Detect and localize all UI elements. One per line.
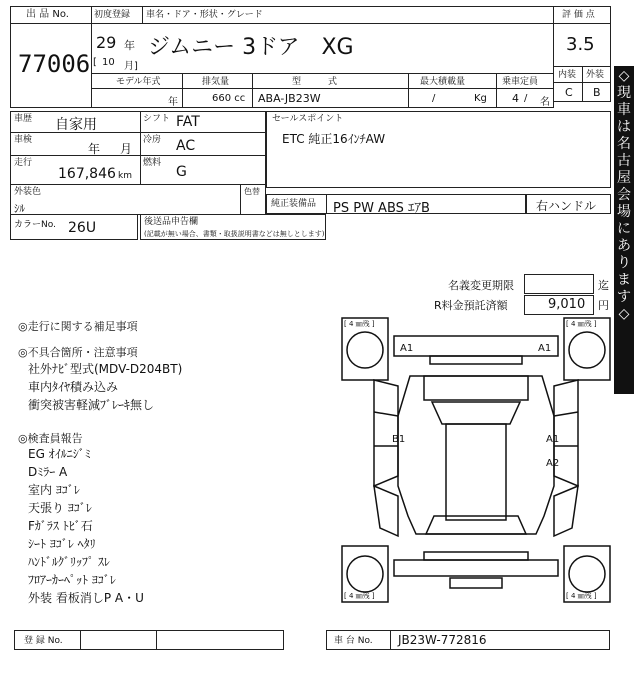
banner-char: 車 xyxy=(617,102,631,118)
divider xyxy=(182,73,183,108)
name-change-suffix: 迄 xyxy=(598,279,609,292)
name-change-box xyxy=(524,274,594,294)
inspector-item: ｼｰﾄ ﾖｺﾞﾚ ﾍﾀﾘ xyxy=(28,537,96,551)
divider xyxy=(156,630,157,650)
max-load-label: 最大積載量 xyxy=(420,77,466,87)
fuel-value: G xyxy=(176,164,187,180)
capacity-value: 4 xyxy=(512,92,519,105)
tire-rl-label: [ 4 ㎜残 ] xyxy=(344,592,375,600)
inspector-list xyxy=(28,445,144,607)
inspector-item: Fｶﾞﾗｽ ﾄﾋﾞ石 xyxy=(28,519,93,533)
genuine-value: PS PW ABS ｴｱB xyxy=(333,201,430,216)
banner-char: ま xyxy=(617,272,631,288)
defect-item: 車内ﾀｲﾔ積み込み xyxy=(28,380,119,394)
divider xyxy=(408,73,409,108)
divider xyxy=(496,73,497,108)
max-load-unit: Kg xyxy=(474,93,487,104)
inspection-label: 車検 xyxy=(14,135,33,145)
mileage-value: 167,846 xyxy=(58,166,116,182)
location-banner xyxy=(614,66,634,394)
displacement-label: 排気量 xyxy=(202,77,230,87)
model-code: ABA-JB23W xyxy=(258,92,321,105)
inspector-title: ◎検査員報告 xyxy=(18,432,83,445)
capacity-label: 乗車定員 xyxy=(502,77,539,87)
color-no-label: カラーNo. xyxy=(14,220,56,230)
chassis-value: JB23W-772816 xyxy=(398,633,487,647)
capacity-slash: / xyxy=(524,93,528,104)
exterior-grade: B xyxy=(593,86,601,99)
banner-char: ◇ xyxy=(618,68,630,84)
banner-char: 場 xyxy=(617,204,631,220)
post-report-note: (記載が無い場合、書類・取扱説明書などは無しとします) xyxy=(144,230,325,238)
car-name: ジムニー 3ドア XG xyxy=(148,35,354,60)
defects-list xyxy=(28,360,182,414)
recycle-label: R料金預託済額 xyxy=(434,299,508,312)
inspector-item: ﾌﾛｱｰｶｰﾍﾟｯﾄ ﾖｺﾞﾚ xyxy=(28,573,116,587)
score-value: 3.5 xyxy=(566,34,595,55)
post-report-label: 後送品申告欄 xyxy=(144,217,199,227)
shift-value: FAT xyxy=(176,114,200,130)
score-label: 評 価 点 xyxy=(562,10,595,20)
inspector-item: 室内 ﾖｺﾞﾚ xyxy=(28,483,80,497)
first-reg-label: 初度登録 xyxy=(94,10,131,20)
divider xyxy=(91,88,554,89)
tire-fr-label: [ 4 ㎜残 ] xyxy=(566,320,597,328)
shift-label: シフト xyxy=(143,114,171,124)
history-value: 自家用 xyxy=(55,117,97,133)
chassis-label: 車 台 No. xyxy=(334,636,373,646)
mark-right-mid: A1 xyxy=(546,434,560,445)
divider xyxy=(553,23,611,24)
tire-fl-label: [ 4 ㎜残 ] xyxy=(344,320,375,328)
capacity-unit: 名 xyxy=(540,97,550,108)
mark-left-mid: B1 xyxy=(392,434,406,445)
tire-rr-label: [ 4 ㎜残 ] xyxy=(566,592,597,600)
inspector-item: ﾊﾝﾄﾞﾙｸﾞﾘｯﾌﾟ ｽﾚ xyxy=(28,555,110,569)
driving-notes-title: ◎走行に関する補足事項 xyxy=(18,320,138,333)
banner-char: り xyxy=(617,255,631,271)
displacement: 660 cc xyxy=(212,93,246,104)
model-year-unit: 年 xyxy=(168,97,178,108)
month-unit: 月] xyxy=(124,61,138,72)
defect-item: 社外ﾅﾋﾞ型式(MDV-D204BT) xyxy=(28,362,183,376)
divider xyxy=(252,73,253,108)
color-change-label: 色替 xyxy=(244,187,260,196)
ext-color-value: ｼﾙ xyxy=(14,202,25,215)
lot-number: 77006 xyxy=(18,50,91,78)
car-name-label: 車名・ドア・形状・グレード xyxy=(146,10,263,20)
divider xyxy=(390,630,391,650)
sales-point-value: ETC 純正16ｲﾝﾁAW xyxy=(282,132,386,146)
inspection-month-unit: 月 xyxy=(120,142,133,156)
reg-label: 登 録 No. xyxy=(24,636,63,646)
divider xyxy=(10,184,266,185)
ext-color-label: 外装色 xyxy=(14,187,42,197)
banner-char: に xyxy=(617,221,631,237)
inspector-item: 外装 看板消しP A・U xyxy=(28,591,144,605)
divider xyxy=(91,23,554,24)
lot-label: 出 品 No. xyxy=(26,9,69,20)
month-open: [ xyxy=(93,57,97,68)
banner-char: 現 xyxy=(617,85,631,101)
handle-value: 右ハンドル xyxy=(536,199,597,213)
mark-right-low: A2 xyxy=(546,458,560,469)
banner-char: あ xyxy=(617,238,631,254)
interior-grade: C xyxy=(565,86,573,99)
inspection-year-unit: 年 xyxy=(88,142,101,156)
mileage-label: 走行 xyxy=(14,158,33,168)
mark-front-right: A1 xyxy=(538,343,552,354)
interior-label: 内装 xyxy=(558,70,577,80)
divider xyxy=(10,23,92,24)
banner-char: 屋 xyxy=(617,170,631,186)
max-load-slash: / xyxy=(432,93,436,104)
inspector-item: Dﾐﾗｰ A xyxy=(28,465,68,479)
ac-label: 冷房 xyxy=(143,135,162,145)
divider xyxy=(582,66,583,102)
banner-char: す xyxy=(617,289,631,305)
name-change-label: 名義変更期限 xyxy=(448,279,514,292)
sales-point-label: セールスポイント xyxy=(272,114,344,124)
divider xyxy=(326,194,327,214)
mark-front-left: A1 xyxy=(400,343,414,354)
defect-item: 衝突被害軽減ﾌﾞﾚｰｷ無し xyxy=(28,398,155,412)
month-value: 10 xyxy=(102,57,115,68)
exterior-label: 外装 xyxy=(586,70,605,80)
recycle-value: 9,010 xyxy=(548,297,586,312)
type-label: 型 式 xyxy=(292,77,338,87)
history-label: 車歴 xyxy=(14,114,33,124)
ac-value: AC xyxy=(176,138,196,154)
era-year: 29 xyxy=(96,33,117,52)
divider xyxy=(10,155,266,156)
banner-char: 名 xyxy=(617,136,631,152)
mileage-unit: km xyxy=(118,171,132,181)
inspector-item: EG ｵｲﾙﾆｼﾞﾐ xyxy=(28,447,91,461)
inspector-item: 天張り ﾖｺﾞﾚ xyxy=(28,501,92,515)
model-year-label: モデル年式 xyxy=(116,77,161,87)
genuine-label: 純正装備品 xyxy=(271,199,317,209)
recycle-unit: 円 xyxy=(598,299,609,312)
banner-char: は xyxy=(617,119,631,135)
divider xyxy=(240,184,241,215)
divider xyxy=(80,630,81,650)
defects-title: ◎不具合箇所・注意事項 xyxy=(18,346,138,359)
details-left-box xyxy=(10,111,266,215)
year-unit: 年 xyxy=(124,39,135,52)
divider xyxy=(140,111,141,184)
divider xyxy=(142,6,143,23)
banner-char: ◇ xyxy=(618,306,630,322)
banner-char: 古 xyxy=(617,153,631,169)
divider xyxy=(10,132,266,133)
color-no-value: 26U xyxy=(68,220,97,236)
banner-char: 会 xyxy=(617,187,631,203)
damage-diagram xyxy=(340,316,612,604)
fuel-label: 燃料 xyxy=(143,158,162,168)
